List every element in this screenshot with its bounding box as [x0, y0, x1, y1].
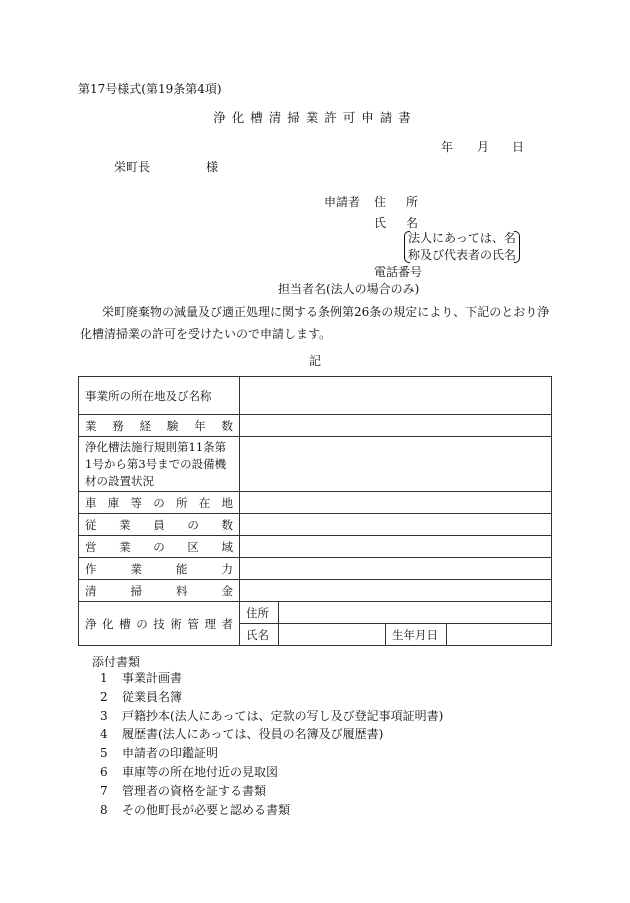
contact-person-label: 担当者名(法人の場合のみ) [278, 282, 420, 296]
item-number: 6 [100, 764, 108, 779]
row-value-cell[interactable] [240, 558, 552, 580]
row-value-cell[interactable] [240, 514, 552, 536]
manager-address-value[interactable] [279, 602, 552, 624]
date-month-label: 月 [477, 140, 490, 154]
addressee-suffix: 様 [206, 160, 219, 174]
corp-note-line2: 称及び代表者の氏名 [408, 248, 517, 262]
applicant-name-label: 氏名 [374, 216, 439, 230]
row-value-cell[interactable] [240, 437, 552, 492]
page-title: 浄化槽清掃業許可申請書 [213, 110, 417, 125]
item-text: 履歴書(法人にあっては、役員の名簿及び履歴書) [122, 727, 384, 742]
item-text: 戸籍抄本(法人にあっては、定款の写し及び登記事項証明書) [122, 708, 444, 723]
item-text: その他町長が必要と認める書類 [122, 802, 291, 817]
manager-birth-value[interactable] [447, 624, 552, 646]
item-text: 管理者の資格を証する書類 [122, 783, 267, 798]
item-number: 5 [100, 746, 108, 761]
row-value-cell[interactable] [240, 415, 552, 437]
table-row [79, 514, 552, 536]
addressee-name: 栄町長 [114, 160, 151, 174]
item-number: 8 [100, 802, 108, 817]
form-number: 第17号様式(第19条第4項) [78, 82, 222, 96]
corp-note [404, 230, 520, 264]
date-year-label: 年 [441, 140, 454, 154]
row-value-cell[interactable] [240, 492, 552, 514]
list-item [100, 744, 443, 763]
row-label-text: 作 業 能 力 [85, 561, 233, 576]
row-label [79, 514, 240, 536]
item-number: 7 [100, 783, 108, 798]
item-text: 従業員名簿 [122, 689, 183, 704]
row-label [79, 492, 240, 514]
table-row [79, 580, 552, 602]
table-row [79, 415, 552, 437]
manager-label [79, 602, 240, 646]
row-label-text: 営 業 の 区 域 [85, 539, 233, 554]
list-item [100, 707, 443, 726]
row-label: 事業所の所在地及び名称 [79, 377, 240, 415]
list-item [100, 763, 443, 782]
manager-name-value[interactable] [279, 624, 386, 646]
list-item [100, 782, 443, 801]
item-number: 4 [100, 727, 108, 742]
manager-name-label: 氏名 [240, 624, 279, 646]
row-label-text: 従 業 員 の 数 [85, 517, 233, 532]
ki-heading: 記 [308, 354, 321, 368]
date-day-label: 日 [512, 140, 525, 154]
list-item [100, 688, 443, 707]
applicant-phone-label: 電話番号 [374, 265, 423, 279]
row-label-text: 業 務 経 験 年 数 [85, 418, 233, 433]
table-row [79, 536, 552, 558]
manager-label-text: 浄 化 槽 の 技 術 管 理 者 [85, 616, 233, 631]
attachments-list [100, 669, 443, 819]
list-item [100, 669, 443, 688]
list-item [100, 725, 443, 744]
row-value-cell[interactable] [240, 580, 552, 602]
row-label-text: 清 掃 料 金 [85, 583, 233, 598]
body-text: 栄町廃棄物の減量及び適正処理に関する条例第26条の規定により、下記のとおり浄化槽清掃業の許可を受けたいので申請します。 [80, 305, 550, 341]
item-number: 2 [100, 689, 108, 704]
attachments-heading: 添付書類 [92, 655, 141, 669]
corp-note-line1: 法人にあっては、名 [408, 231, 516, 245]
row-label [79, 558, 240, 580]
list-item [100, 801, 443, 820]
item-number: 3 [100, 708, 108, 723]
row-label [79, 415, 240, 437]
table-row [79, 602, 552, 624]
item-text: 車庫等の所在地付近の見取図 [122, 764, 279, 779]
row-label-text: 車 庫 等 の 所 在 地 [85, 495, 233, 510]
table-row [79, 377, 552, 415]
item-text: 申請者の印鑑証明 [122, 746, 219, 761]
row-value-cell[interactable] [240, 377, 552, 415]
application-table [78, 376, 552, 646]
item-text: 事業計画書 [122, 671, 183, 685]
row-label [79, 580, 240, 602]
item-number: 1 [100, 671, 108, 685]
table-row [79, 492, 552, 514]
applicant-address-label: 住所 [374, 195, 439, 209]
table-row [79, 437, 552, 492]
row-label [79, 536, 240, 558]
applicant-label: 申請者 [324, 195, 361, 209]
table-row [79, 558, 552, 580]
manager-birth-label: 生年月日 [386, 624, 447, 646]
row-value-cell[interactable] [240, 536, 552, 558]
row-label: 浄化槽法施行規則第11条第1号から第3号までの設備機材の設置状況 [79, 437, 240, 492]
manager-address-label: 住所 [240, 602, 279, 624]
